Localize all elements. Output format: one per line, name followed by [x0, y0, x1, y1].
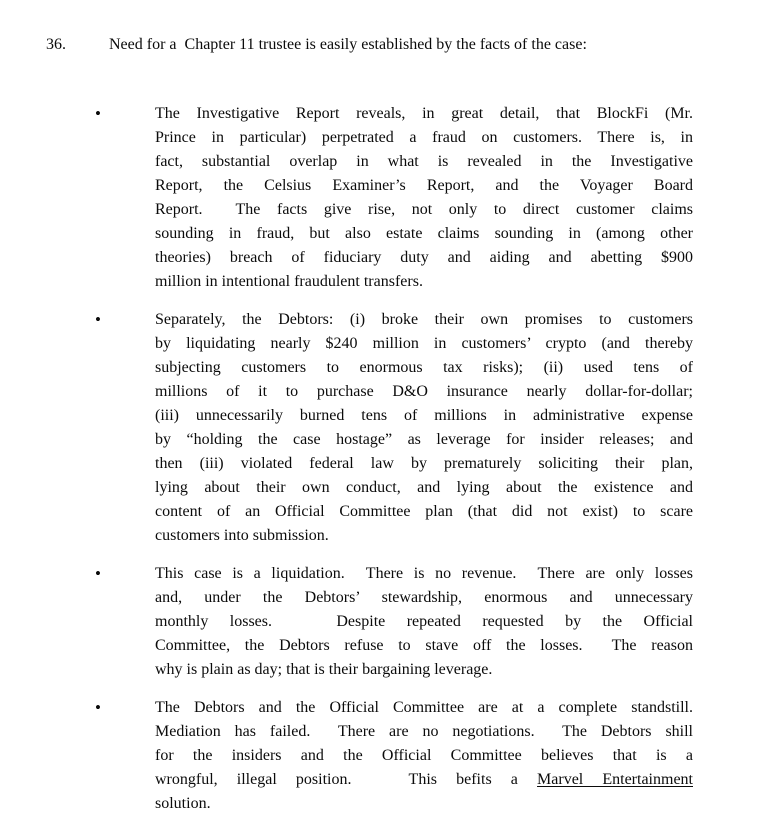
- text-line: by “holding the case hostage” as leverage for insider releases; and: [155, 431, 693, 448]
- bullet-icon: •: [95, 698, 101, 717]
- paragraph-number: 36.: [46, 36, 66, 53]
- text-line: Mediation has failed. There are no negotiations. The Debtors shill: [155, 723, 693, 740]
- text-line: customers into submission.: [155, 527, 329, 544]
- text-line: content of an Official Committee plan (that did not exist) to scare: [155, 503, 693, 520]
- text-line: The Investigative Report reveals, in great detail, that BlockFi (Mr.: [155, 105, 693, 122]
- text-line: for the insiders and the Official Committee believes that is a: [155, 747, 693, 764]
- bullet-item: [95, 308, 693, 548]
- text-line: million in intentional fraudulent transfers.: [155, 273, 423, 290]
- bullet-item: [95, 562, 693, 682]
- text-line: then (iii) violated federal law by prematurely soliciting their plan,: [155, 455, 693, 472]
- text-line: subjecting customers to enormous tax risks); (ii) used tens of: [155, 359, 693, 376]
- bullet-text: [155, 562, 693, 682]
- text-line: solution.: [155, 795, 211, 812]
- text-line: fact, substantial overlap in what is revealed in the Investigative: [155, 153, 693, 170]
- text-line: [155, 768, 693, 792]
- text-line: millions of it to purchase D&O insurance nearly dollar-for-dollar;: [155, 383, 693, 400]
- bullet-text: [155, 696, 693, 816]
- text-line: and, under the Debtors’ stewardship, enormous and unnecessary: [155, 589, 693, 606]
- paragraph-intro-text: Need for a Chapter 11 trustee is easily established by the facts of the case:: [109, 36, 587, 53]
- text-line: by liquidating nearly $240 million in customers’ crypto (and thereby: [155, 335, 693, 352]
- bullet-list: [30, 102, 693, 816]
- bullet-text: [155, 102, 693, 294]
- text-line: why is plain as day; that is their bargaining leverage.: [155, 661, 493, 678]
- paragraph-36-heading: [30, 9, 693, 81]
- bullet-icon: •: [95, 564, 101, 583]
- text-line: lying about their own conduct, and lying about the existence and: [155, 479, 693, 496]
- underlined-citation: Marvel Entertainment: [537, 771, 693, 788]
- bullet-item: [95, 696, 693, 816]
- text-segment: wrongful, illegal position. This befits a: [155, 771, 538, 788]
- text-line: Report, the Celsius Examiner’s Report, and the Voyager Board: [155, 177, 693, 194]
- text-line: monthly losses. Despite repeated requested by the Official: [155, 613, 693, 630]
- bullet-icon: •: [95, 104, 101, 123]
- text-line: Report. The facts give rise, not only to direct customer claims: [155, 201, 693, 218]
- text-line: This case is a liquidation. There is no revenue. There are only losses: [155, 565, 693, 582]
- text-line: Prince in particular) perpetrated a fraud on customers. There is, in: [155, 129, 693, 146]
- text-line: theories) breach of fiduciary duty and aiding and abetting $900: [155, 249, 693, 266]
- text-line: Separately, the Debtors: (i) broke their own promises to customers: [155, 311, 693, 328]
- text-line: sounding in fraud, but also estate claims sounding in (among other: [155, 225, 693, 242]
- text-line: (iii) unnecessarily burned tens of millions in administrative expense: [155, 407, 693, 424]
- bullet-text: [155, 308, 693, 548]
- bullet-item: [95, 102, 693, 294]
- text-line: The Debtors and the Official Committee are at a complete standstill.: [155, 699, 693, 716]
- text-line: Committee, the Debtors refuse to stave off the losses. The reason: [155, 637, 693, 654]
- bullet-icon: •: [95, 310, 101, 329]
